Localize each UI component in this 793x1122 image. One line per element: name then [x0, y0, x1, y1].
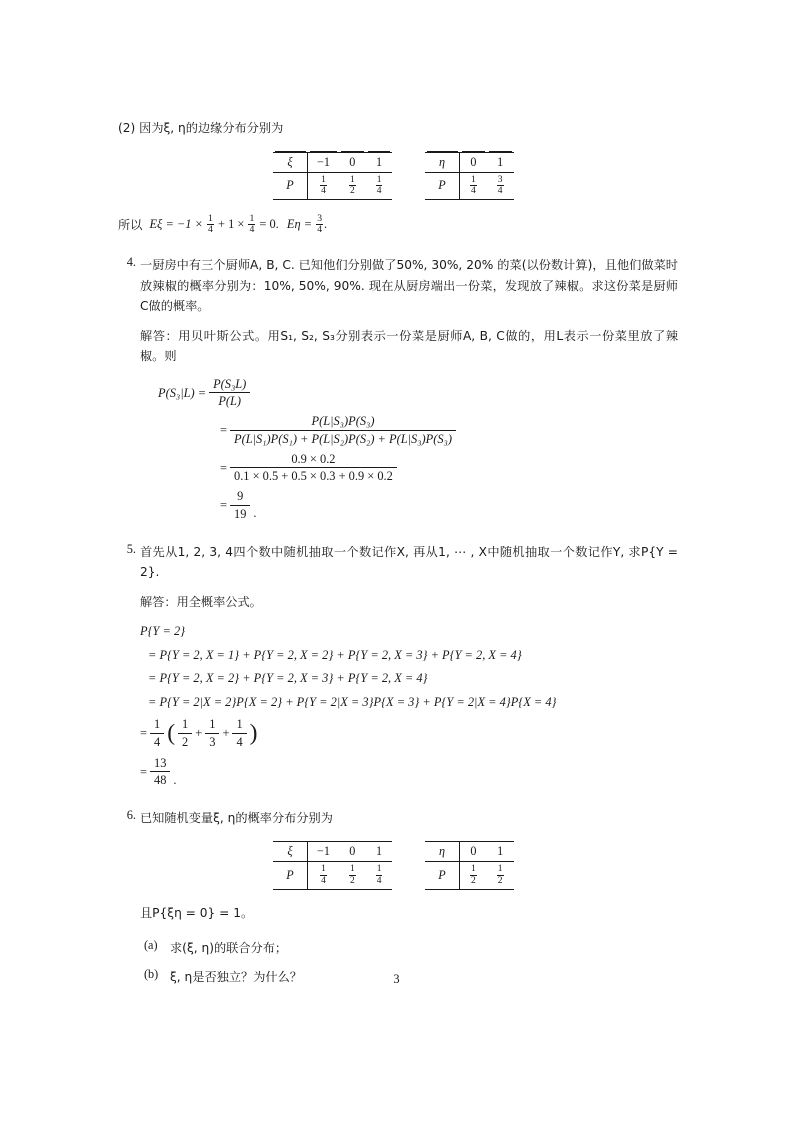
sub-item-text: ξ, η是否独立？为什么？ — [170, 970, 302, 985]
term-fraction-2: $\frac{1}{3}$ — [205, 716, 219, 750]
plus-sign: + — [195, 726, 203, 741]
derivation-result-line — [140, 755, 678, 789]
result-tail: . — [173, 772, 177, 787]
xi-symbol: ξ — [287, 844, 293, 859]
problem-6-number: 6. — [126, 807, 136, 822]
prob-fraction: $\frac{1}{4}$ — [321, 864, 326, 887]
prob-fraction: $\frac{1}{2}$ — [471, 864, 476, 887]
prob-fraction: $\frac{1}{2}$ — [497, 864, 503, 887]
conclusion-prefix: 所以 — [118, 217, 143, 232]
xi-value: −1 — [317, 154, 330, 169]
derivation-fraction-line — [140, 716, 678, 750]
problem-5 — [118, 542, 678, 789]
prob-fraction: $\frac{1}{2}$ — [349, 864, 355, 887]
xi-value: 1 — [376, 154, 383, 169]
derivation-line: P{Y = 2} — [140, 624, 186, 639]
derivation-line: = P{Y = 2, X = 1} + P{Y = 2, X = 2} + P{Y = 2, X = 3} + P{Y = 2, X = 4} — [148, 647, 522, 662]
eta-value: 1 — [497, 154, 504, 169]
eta-symbol: η — [438, 154, 446, 169]
xi-value: 0 — [349, 844, 356, 859]
conclusion-fraction-a: $\frac{1}{4}$ — [208, 212, 213, 236]
conclusion-expr-2: + 1 × — [217, 217, 245, 232]
problem-4-statement: 一厨房中有三个厨师A, B, C. 已知他们分别做了50%, 30%, 20% 的菜(以份数计算)，且他们做菜时放辣椒的概率分别为：10%, 50%, 90%. 现在从厨房端出一份菜，发现放了辣椒。求这份菜是厨师C做的概率。 — [140, 258, 678, 314]
equation-fraction: $\frac{9}{19}$ — [230, 488, 250, 522]
xi-value: 0 — [349, 154, 356, 169]
prob-symbol: P — [286, 178, 294, 193]
problem-5-number: 5. — [126, 541, 136, 556]
marginal-tables-row — [118, 148, 678, 200]
eta-marginal-table — [425, 152, 514, 200]
conclusion-expr-1: Eξ = −1 × — [149, 217, 203, 232]
problem-4-solution — [140, 326, 678, 367]
prob-symbol: P — [438, 868, 446, 883]
sub-item-label: (b) — [144, 967, 159, 982]
page-content — [118, 118, 678, 988]
outer-fraction: $\frac{1}{4}$ — [150, 716, 164, 750]
term-fraction-3: $\frac{1}{4}$ — [232, 716, 246, 750]
prob-fraction: $\frac{1}{4}$ — [321, 174, 326, 197]
eta-value: 1 — [497, 844, 504, 859]
sub-item-text: 求(ξ, η)的联合分布； — [170, 940, 288, 955]
plus-sign: + — [222, 726, 230, 741]
prob-fraction: $\frac{1}{4}$ — [471, 174, 476, 197]
equation-lhs: = — [220, 460, 227, 475]
equation-fraction: $\frac{0.9 \times 0.2}{0.1 \times 0.5 + 0.5 \times 0.3 + 0.9 \times 0.2}$ — [230, 451, 397, 485]
result-fraction: $\frac{13}{48}$ — [150, 755, 170, 789]
problem-4-number: 4. — [126, 255, 136, 270]
page-number: 3 — [393, 972, 400, 986]
equation-lhs: P(S₃|L) = — [158, 385, 207, 400]
equation-tail: . — [253, 506, 257, 521]
xi-symbol: ξ — [287, 154, 293, 169]
eta-value: 0 — [470, 844, 477, 859]
eta-symbol: η — [438, 844, 446, 859]
prob-symbol: P — [286, 868, 294, 883]
open-paren: ( — [167, 719, 176, 746]
problem-5-statement: 首先从1, 2, 3, 4四个数中随机抽取一个数记作X, 再从1, ⋯ , X中随机抽取一个数记作Y, 求P{Y = 2}. — [140, 544, 678, 580]
derivation-line: = P{Y = 2|X = 2}P{X = 2} + P{Y = 2|X = 3}P{X = 3} + P{Y = 2|X = 4}P{X = 4} — [148, 694, 557, 709]
conclusion-tail: . — [324, 217, 328, 232]
conclusion-fraction-b: $\frac{1}{4}$ — [249, 212, 255, 236]
prob-fraction: $\frac{1}{4}$ — [376, 864, 382, 887]
term-fraction-1: $\frac{1}{2}$ — [178, 716, 192, 750]
problem-5-derivation — [140, 621, 678, 789]
prob-fraction: $\frac{3}{4}$ — [497, 174, 503, 197]
equation-line-1 — [158, 376, 678, 410]
sub-item-label: (a) — [144, 937, 158, 952]
problem-6-condition: 且P{ξη = 0} = 1。 — [140, 906, 254, 921]
prob-symbol: P — [438, 178, 446, 193]
xi-value: −1 — [317, 844, 330, 859]
conclusion-fraction-c: $\frac{3}{4}$ — [317, 212, 323, 236]
equals-sign: = — [140, 726, 147, 741]
eta-distribution-table — [425, 841, 514, 889]
equation-fraction: $\frac{\text{P(L|S₃)P(S₃)}}{\text{P(L|S₁)P(S₁) + P(L|S₂)P(S₂) + P(L|S₃)P(S₃)}}$ — [230, 413, 456, 447]
solution-label: 解答： — [140, 328, 179, 343]
close-paren: ) — [249, 719, 258, 746]
prob-fraction: $\frac{1}{2}$ — [349, 174, 355, 197]
equation-lhs: = — [220, 423, 227, 438]
distribution-tables-row — [140, 837, 678, 889]
problem-6-sub-item-a — [140, 938, 678, 959]
equation-lhs: = — [220, 498, 227, 513]
eta-value: 0 — [470, 154, 477, 169]
problem-4-derivation — [140, 376, 678, 523]
equals-sign: = — [140, 764, 147, 779]
equation-line-3 — [220, 451, 678, 485]
problem-5-solution — [140, 592, 678, 613]
solution-label: 解答： — [140, 594, 177, 609]
xi-distribution-table — [273, 841, 392, 889]
conclusion-expr-3: = 0. — [259, 217, 279, 232]
solution-text: 用贝叶斯公式。用S₁, S₂, S₃分别表示一份菜是厨师A, B, C做的，用L表示一份菜里放了辣椒。则 — [140, 328, 679, 364]
equation-fraction: $\frac{\text{P(S₃L)}}{P(L)}$ — [209, 376, 250, 410]
problem-4 — [118, 255, 678, 522]
problem-6 — [118, 808, 678, 988]
equation-line-4 — [220, 488, 678, 522]
prob-fraction: $\frac{1}{4}$ — [376, 174, 382, 197]
conclusion-expr-4: Eη = — [286, 217, 313, 232]
problem-6-statement: 已知随机变量ξ, η的概率分布分别为 — [140, 810, 333, 825]
section-2-lead: (2) 因为ξ, η的边缘分布分别为 — [118, 121, 284, 135]
section-2-conclusion — [118, 214, 678, 237]
xi-value: 1 — [376, 844, 383, 859]
derivation-line: = P{Y = 2, X = 2} + P{Y = 2, X = 3} + P{Y = 2, X = 4} — [148, 671, 428, 686]
equation-line-2 — [220, 413, 678, 447]
xi-marginal-table — [273, 152, 392, 200]
solution-text: 用全概率公式。 — [176, 594, 262, 609]
